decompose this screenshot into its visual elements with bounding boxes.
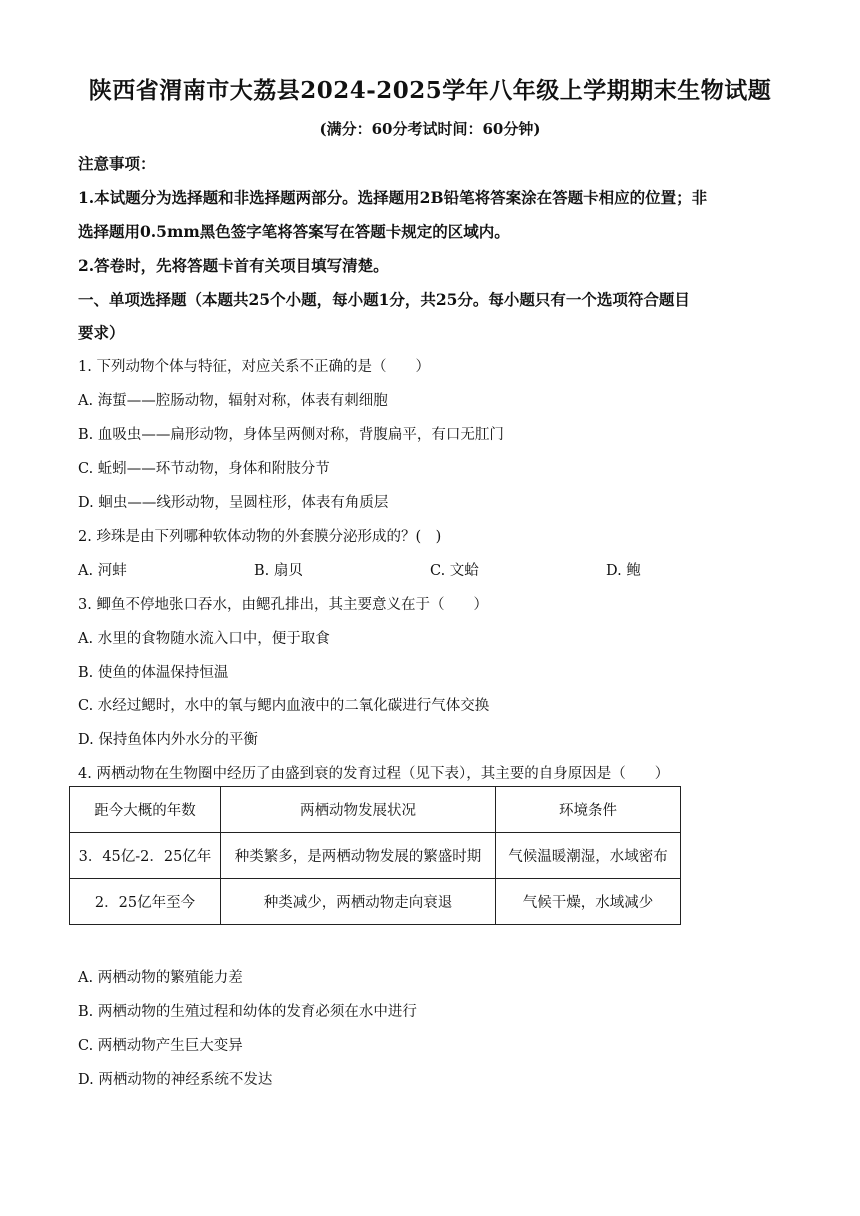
table-header-cell: 距今大概的年数 bbox=[70, 787, 221, 833]
table-row bbox=[70, 879, 681, 925]
q2-option-d: D. 鲍 bbox=[606, 563, 641, 579]
q4-option-b: B. 两栖动物的生殖过程和幼体的发育必须在水中进行 bbox=[78, 1004, 417, 1020]
exam-subtitle: (满分：60分考试时间：60分钟) bbox=[319, 120, 541, 138]
notice-item-1-line-1: 1.本试题分为选择题和非选择题两部分。选择题用2B铅笔将答案涂在答题卡相应的位置；非 bbox=[78, 188, 708, 207]
table-header-cell: 环境条件 bbox=[496, 787, 681, 833]
table-cell: 种类繁多，是两栖动物发展的繁盛时期 bbox=[221, 833, 496, 879]
section-1-heading-line-2: 要求） bbox=[78, 323, 125, 342]
q1-option-a: A. 海蜇——腔肠动物，辐射对称，体表有刺细胞 bbox=[78, 393, 388, 409]
q3-option-b: B. 使鱼的体温保持恒温 bbox=[78, 665, 229, 681]
q2-stem: 2. 珍珠是由下列哪种软体动物的外套膜分泌形成的？( ) bbox=[78, 529, 442, 545]
q3-option-a: A. 水里的食物随水流入口中，便于取食 bbox=[78, 631, 330, 647]
q1-option-c: C. 蚯蚓——环节动物，身体和附肢分节 bbox=[78, 461, 330, 477]
q4-table bbox=[69, 786, 681, 925]
q4-option-a: A. 两栖动物的繁殖能力差 bbox=[78, 970, 243, 986]
table-header-cell: 两栖动物发展状况 bbox=[221, 787, 496, 833]
table-cell: 气候干燥，水域减少 bbox=[496, 879, 681, 925]
notice-item-1-line-2: 选择题用0.5mm黑色签字笔将答案写在答题卡规定的区域内。 bbox=[78, 222, 510, 241]
section-1-heading-line-1: 一、单项选择题（本题共25个小题，每小题1分，共25分。每小题只有一个选项符合题目 bbox=[78, 290, 690, 309]
q4-stem: 4. 两栖动物在生物圈中经历了由盛到衰的发育过程（见下表），其主要的自身原因是（ ） bbox=[78, 766, 670, 782]
q3-stem: 3. 鲫鱼不停地张口吞水，由鳃孔排出，其主要意义在于（ ） bbox=[78, 597, 488, 613]
notice-heading: 注意事项： bbox=[78, 154, 156, 173]
q2-option-a: A. 河蚌 bbox=[78, 563, 127, 579]
table-cell: 种类减少，两栖动物走向衰退 bbox=[221, 879, 496, 925]
q4-option-c: C. 两栖动物产生巨大变异 bbox=[78, 1038, 243, 1054]
table-cell: 气候温暖潮湿，水域密布 bbox=[496, 833, 681, 879]
table-cell: 3．45亿-2．25亿年 bbox=[70, 833, 221, 879]
q2-option-b: B. 扇贝 bbox=[254, 563, 303, 579]
q3-option-d: D. 保持鱼体内外水分的平衡 bbox=[78, 732, 258, 748]
q4-option-d: D. 两栖动物的神经系统不发达 bbox=[78, 1072, 273, 1088]
q2-option-c: C. 文蛤 bbox=[430, 563, 479, 579]
exam-title: 陕西省渭南市大荔县2024-2025学年八年级上学期期末生物试题 bbox=[88, 77, 772, 104]
q1-option-d: D. 蛔虫——线形动物，呈圆柱形，体表有角质层 bbox=[78, 495, 389, 511]
q1-option-b: B. 血吸虫——扁形动物，身体呈两侧对称，背腹扁平，有口无肛门 bbox=[78, 427, 504, 443]
q3-option-c: C. 水经过鳃时，水中的氧与鳃内血液中的二氧化碳进行气体交换 bbox=[78, 698, 490, 714]
table-row bbox=[70, 833, 681, 879]
table-header-row bbox=[70, 787, 681, 833]
table-cell: 2．25亿年至今 bbox=[70, 879, 221, 925]
q1-stem: 1. 下列动物个体与特征，对应关系不正确的是（ ） bbox=[78, 359, 430, 375]
notice-item-2: 2.答卷时，先将答题卡首有关项目填写清楚。 bbox=[78, 256, 389, 275]
